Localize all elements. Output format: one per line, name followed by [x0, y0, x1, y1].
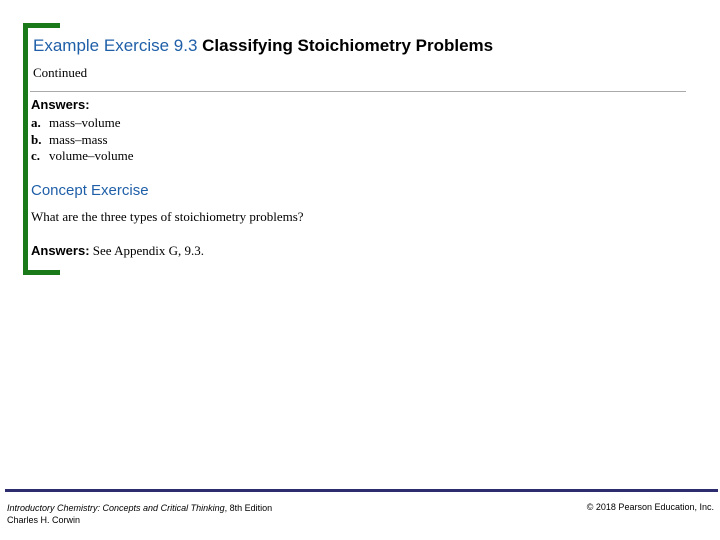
page-title [33, 36, 493, 56]
answer-list [31, 115, 134, 165]
concept-answer-text: See Appendix G, 9.3. [92, 243, 204, 258]
list-item [31, 115, 134, 132]
corner-bracket-bottom [23, 270, 60, 275]
title-prefix: Example Exercise 9.3 [33, 36, 198, 55]
item-text: mass–volume [49, 115, 121, 130]
book-title: Introductory Chemistry: Concepts and Critical Thinking [7, 503, 225, 513]
footer-citation [7, 502, 272, 526]
item-letter: c. [31, 148, 41, 163]
item-letter: a. [31, 115, 41, 130]
concept-answer-label: Answers: [31, 243, 90, 258]
item-letter: b. [31, 131, 42, 147]
concept-question: What are the three types of stoichiometry problems? [31, 209, 304, 224]
copyright: © 2018 Pearson Education, Inc. [586, 502, 714, 512]
footer-divider [5, 489, 718, 492]
answers-heading: Answers: [31, 97, 90, 112]
concept-answer [31, 243, 204, 259]
item-text: mass–mass [49, 131, 108, 147]
corner-bracket-top [23, 23, 60, 28]
corner-bracket-vertical [23, 23, 28, 275]
book-edition: , 8th Edition [224, 503, 273, 513]
list-item [31, 132, 134, 149]
list-item [31, 148, 134, 165]
divider [30, 91, 686, 92]
title-main: Classifying Stoichiometry Problems [202, 36, 494, 55]
book-author: Charles H. Corwin [7, 515, 81, 525]
concept-exercise-heading: Concept Exercise [31, 182, 149, 199]
subtitle: Continued [33, 65, 88, 80]
item-text: volume–volume [49, 148, 134, 163]
